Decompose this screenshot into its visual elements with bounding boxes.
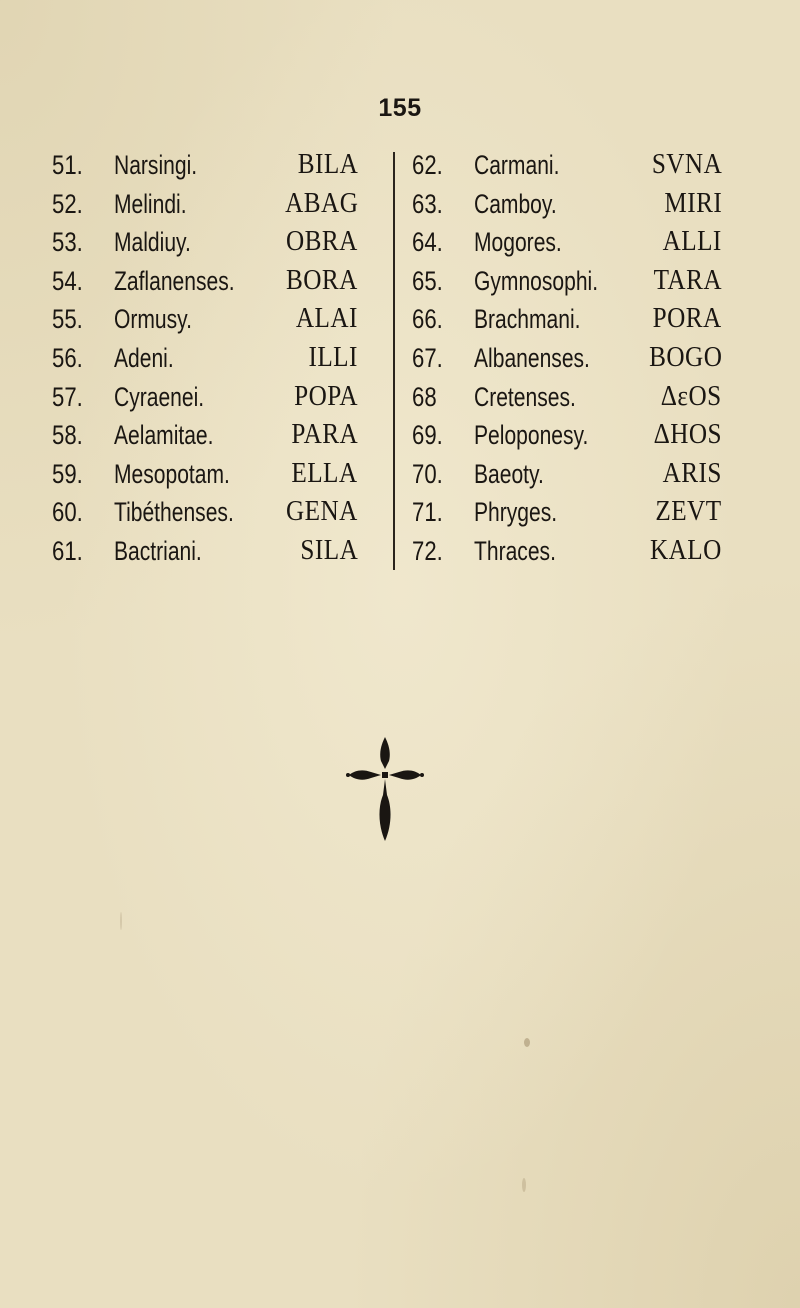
cross-ornament-icon: [345, 735, 425, 845]
list-item: [412, 185, 722, 224]
entry-number: 56.: [52, 342, 83, 373]
entry-name: Bactriani.: [114, 535, 202, 566]
list-item: [52, 493, 382, 532]
entry-code: MIRI: [664, 187, 722, 219]
entry-code: ELLA: [291, 457, 358, 489]
entry-code: PORA: [652, 303, 722, 335]
entry-number: 54.: [52, 265, 83, 296]
list-item: [412, 146, 722, 185]
entry-code: ALLI: [662, 226, 722, 258]
paper-spot: [524, 1038, 530, 1047]
list-item: [412, 262, 722, 301]
entry-code: POPA: [294, 380, 358, 412]
list-item: [412, 223, 722, 262]
list-item: [412, 339, 722, 378]
entry-number: 59.: [52, 458, 83, 489]
entry-code: BORA: [286, 264, 358, 296]
entry-name: Narsingi.: [114, 150, 198, 180]
entry-name: Peloponesy.: [474, 420, 589, 451]
entry-name: Gymnosophi.: [474, 265, 599, 296]
entry-code: BOGO: [648, 341, 722, 373]
list-item: [412, 493, 722, 532]
entry-name: Cyraenei.: [114, 381, 205, 412]
left-entry-list: [52, 146, 382, 571]
list-item: [52, 262, 382, 301]
entry-name: Mogores.: [474, 227, 562, 258]
entry-number: 71.: [412, 497, 443, 528]
entry-name: Zaflanenses.: [114, 265, 235, 296]
list-item: [412, 300, 722, 339]
entry-name: Ormusy.: [114, 304, 192, 335]
entry-name: Cretenses.: [474, 381, 576, 412]
entry-code: TARA: [653, 264, 722, 296]
entry-name: Adeni.: [114, 342, 174, 373]
entry-name: Phryges.: [474, 497, 558, 528]
column-divider: [393, 152, 395, 570]
entry-code: OBRA: [286, 226, 358, 258]
entry-name: Mesopotam.: [114, 458, 230, 489]
paper-spot: [522, 1178, 526, 1192]
list-item: [52, 378, 382, 417]
entry-number: 62.: [412, 150, 443, 180]
entry-name: Tibéthenses.: [114, 497, 234, 528]
list-item: [52, 300, 382, 339]
entry-code: ALAI: [296, 303, 358, 335]
entry-name: Camboy.: [474, 188, 557, 219]
entry-name: Melindi.: [114, 188, 187, 219]
right-entry-list: [412, 146, 722, 571]
paper-spot: [120, 912, 122, 930]
entry-code: ΔHOS: [653, 419, 722, 451]
list-item: [52, 455, 382, 494]
page-number: 155: [378, 94, 422, 122]
entry-number: 65.: [412, 265, 443, 296]
entry-code: ZEVT: [655, 496, 722, 528]
entry-number: 72.: [412, 535, 443, 566]
entry-code: PARA: [291, 419, 358, 451]
entry-number: 63.: [412, 188, 443, 219]
list-item: [52, 339, 382, 378]
list-item: [52, 532, 382, 571]
entry-name: Carmani.: [474, 150, 560, 180]
entry-name: Maldiuy.: [114, 227, 191, 258]
entry-name: Aelamitae.: [114, 420, 214, 451]
entry-name: Thraces.: [474, 535, 556, 566]
entry-number: 69.: [412, 420, 443, 451]
entry-number: 68: [412, 381, 437, 412]
entry-name: Albanenses.: [474, 342, 590, 373]
entry-number: 60.: [52, 497, 83, 528]
entry-number: 61.: [52, 535, 83, 566]
entry-code: KALO: [650, 534, 722, 566]
entry-number: 64.: [412, 227, 443, 258]
list-item: [412, 378, 722, 417]
entry-code: ARIS: [662, 457, 722, 489]
entry-code: ILLI: [308, 341, 358, 373]
list-item: [412, 532, 722, 571]
entry-code: SILA: [300, 534, 358, 566]
list-item: [412, 416, 722, 455]
entry-name: Baeoty.: [474, 458, 544, 489]
entry-code: ΔεOS: [661, 380, 722, 412]
entry-number: 55.: [52, 304, 83, 335]
entry-number: 52.: [52, 188, 83, 219]
entry-code: BILA: [297, 149, 358, 180]
entry-number: 53.: [52, 227, 83, 258]
list-item: [52, 146, 382, 185]
entry-number: 51.: [52, 150, 83, 180]
list-item: [52, 416, 382, 455]
entry-code: ABAG: [284, 187, 358, 219]
entry-name: Brachmani.: [474, 304, 581, 335]
entry-number: 57.: [52, 381, 83, 412]
cross-ornament-svg: [345, 735, 425, 845]
list-item: [412, 455, 722, 494]
entry-number: 70.: [412, 458, 443, 489]
entry-number: 58.: [52, 420, 83, 451]
entry-code: GENA: [286, 496, 358, 528]
list-item: [52, 223, 382, 262]
entry-number: 66.: [412, 304, 443, 335]
entry-code: SVNA: [651, 149, 722, 180]
list-item: [52, 185, 382, 224]
entry-number: 67.: [412, 342, 443, 373]
